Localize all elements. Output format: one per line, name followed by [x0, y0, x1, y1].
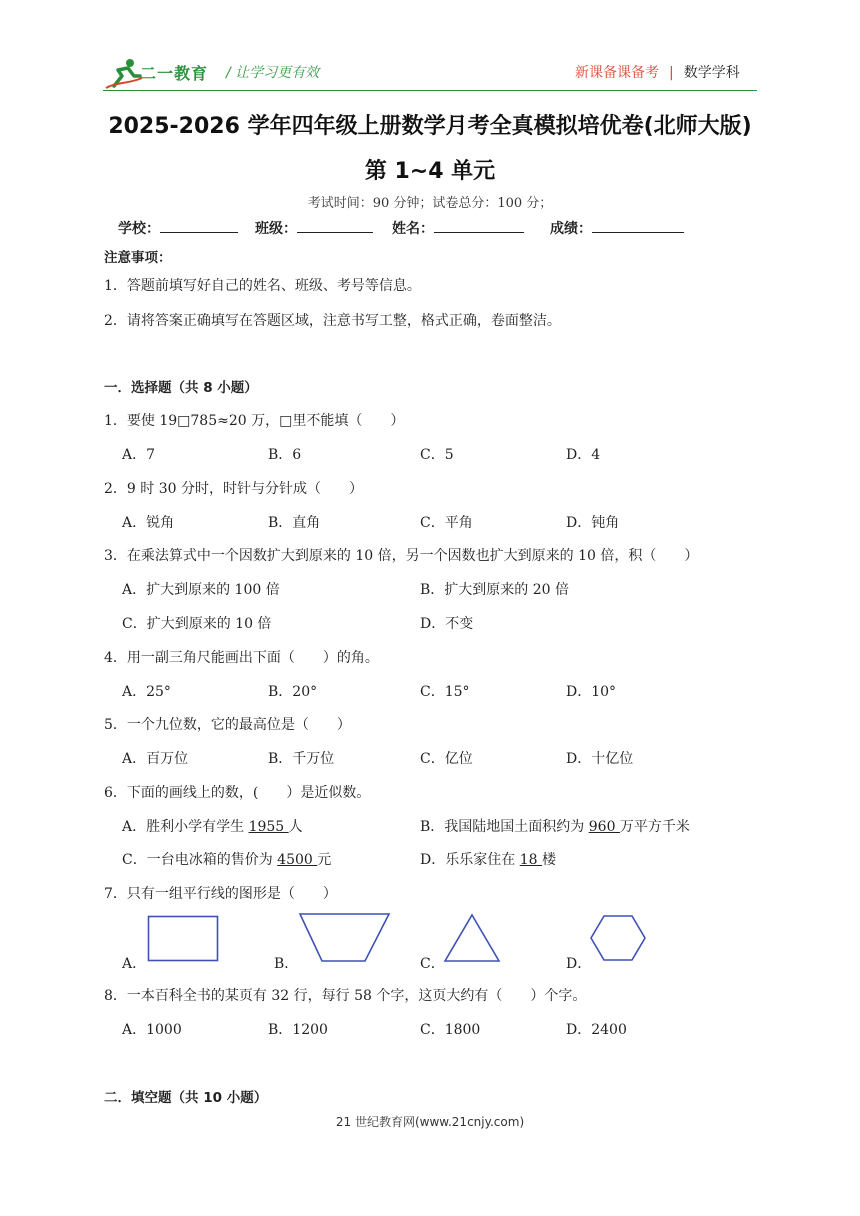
- name-blank[interactable]: [434, 218, 524, 233]
- section-heading-choice: 一．选择题（共 8 小题）: [104, 380, 258, 396]
- option-d[interactable]: D．乐乐家住在 18 楼: [420, 852, 556, 868]
- question-stem: 5．一个九位数，它的最高位是（ ）: [104, 717, 351, 733]
- question-stem: 8．一本百科全书的某页有 32 行，每行 58 个字，这页大约有（ ）个字。: [104, 988, 587, 1004]
- option-c[interactable]: C．扩大到原来的 10 倍: [122, 616, 272, 632]
- name-field[interactable]: [392, 218, 524, 238]
- option-b[interactable]: B．20°: [268, 684, 318, 700]
- option-d[interactable]: D．: [566, 956, 592, 972]
- school-field[interactable]: [118, 218, 238, 238]
- notice-item: 1．答题前填写好自己的姓名、班级、考号等信息。: [104, 278, 421, 294]
- option-a[interactable]: A．百万位: [122, 751, 189, 767]
- header-separator: |: [669, 65, 674, 81]
- page-header: [0, 0, 860, 100]
- option-d[interactable]: D．十亿位: [566, 751, 634, 767]
- option-b[interactable]: B．直角: [268, 515, 321, 531]
- question-stem: 2．9 时 30 分时，时针与分针成（ ）: [104, 481, 363, 497]
- option-a[interactable]: A．锐角: [122, 515, 175, 531]
- option-d[interactable]: D．钝角: [566, 515, 620, 531]
- option-c[interactable]: C．平角: [420, 515, 473, 531]
- hexagon-icon[interactable]: [589, 914, 647, 964]
- option-a[interactable]: A．胜利小学有学生 1955 人: [122, 819, 303, 835]
- class-blank[interactable]: [297, 218, 373, 233]
- header-divider: [103, 90, 757, 91]
- page-title: 2025-2026 学年四年级上册数学月考全真模拟培优卷(北师大版): [108, 114, 752, 139]
- page-footer: 21 世纪教育网(www.21cnjy.com): [335, 1115, 525, 1129]
- question-stem: 4．用一副三角尺能画出下面（ ）的角。: [104, 650, 379, 666]
- option-c[interactable]: C．15°: [420, 684, 470, 700]
- score-field[interactable]: [550, 218, 684, 238]
- option-b[interactable]: B．千万位: [268, 751, 335, 767]
- question-stem: 3．在乘法算式中一个因数扩大到原来的 10 倍，另一个因数也扩大到原来的 10 倍，积（ ）: [104, 548, 699, 564]
- question-stem: 1．要使 19□785≈20 万，□里不能填（ ）: [104, 413, 405, 429]
- option-b[interactable]: B．扩大到原来的 20 倍: [420, 582, 570, 598]
- school-label: 学校：: [118, 221, 160, 237]
- slogan: / 让学习更有效: [226, 65, 320, 81]
- triangle-icon[interactable]: [443, 913, 501, 963]
- header-course-label: 新课备课备考: [575, 65, 659, 81]
- option-a[interactable]: A．1000: [122, 1022, 182, 1038]
- trapezoid-icon[interactable]: [298, 912, 392, 964]
- score-blank[interactable]: [592, 218, 684, 233]
- header-right: [575, 62, 740, 82]
- option-b[interactable]: B．6: [268, 447, 302, 463]
- question-stem: 7．只有一组平行线的图形是（ ）: [104, 886, 337, 902]
- option-a[interactable]: A．25°: [122, 684, 171, 700]
- option-d[interactable]: D．10°: [566, 684, 617, 700]
- option-a[interactable]: A．: [122, 956, 147, 972]
- option-b[interactable]: B．我国陆地国土面积约为 960 万平方千米: [420, 819, 690, 835]
- option-c[interactable]: C．1800: [420, 1022, 481, 1038]
- option-c[interactable]: C．亿位: [420, 751, 473, 767]
- option-c[interactable]: C．一台电冰箱的售价为 4500 元: [122, 852, 332, 868]
- option-b[interactable]: B．: [274, 956, 299, 972]
- exam-info: 考试时间：90 分钟；试卷总分：100 分；: [307, 196, 553, 211]
- question-stem: 6．下面的画线上的数，( ）是近似数。: [104, 785, 371, 801]
- option-c[interactable]: C．: [420, 956, 445, 972]
- option-d[interactable]: D．4: [566, 447, 601, 463]
- underlined-number: 960: [588, 819, 620, 835]
- page-subtitle-units: 第 1~4 单元: [364, 159, 496, 184]
- rectangle-icon[interactable]: [147, 915, 221, 963]
- option-d[interactable]: D．不变: [420, 616, 474, 632]
- notice-heading: 注意事项：: [104, 250, 172, 266]
- name-label: 姓名：: [392, 221, 434, 237]
- option-a[interactable]: A．7: [122, 447, 156, 463]
- class-field[interactable]: [255, 218, 373, 238]
- class-label: 班级：: [255, 221, 297, 237]
- underlined-number: 1955: [248, 819, 289, 835]
- notice-item: 2．请将答案正确填写在答题区域，注意书写工整，格式正确，卷面整洁。: [104, 313, 561, 329]
- option-b[interactable]: B．1200: [268, 1022, 328, 1038]
- underlined-number: 4500: [277, 852, 318, 868]
- option-a[interactable]: A．扩大到原来的 100 倍: [122, 582, 280, 598]
- option-c[interactable]: C．5: [420, 447, 454, 463]
- score-label: 成绩：: [550, 221, 592, 237]
- option-d[interactable]: D．2400: [566, 1022, 627, 1038]
- runner-logo-icon: [104, 56, 144, 90]
- school-blank[interactable]: [160, 218, 238, 233]
- header-subject: 数学学科: [683, 65, 740, 81]
- logo-text: 二一教育: [140, 64, 209, 83]
- underlined-number: 18: [519, 852, 542, 868]
- section-heading-fill: 二．填空题（共 10 小题）: [104, 1090, 268, 1106]
